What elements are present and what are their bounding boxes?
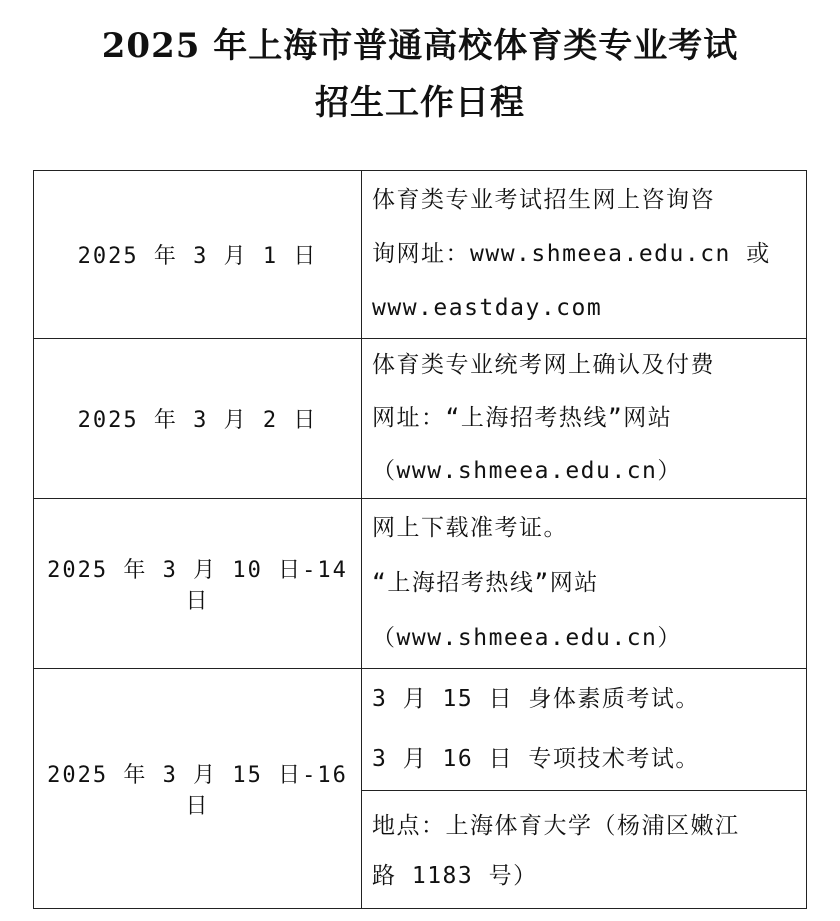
detail-line: 询网址：www.shmeea.edu.cn 或 (372, 241, 771, 267)
schedule-details (362, 669, 807, 791)
detail-line: 3 月 16 日 专项技术考试。 (372, 746, 700, 772)
schedule-row (34, 499, 807, 669)
schedule-row (34, 339, 807, 499)
schedule-row (34, 669, 807, 791)
schedule-date: 2025 年 3 月 15 日-16 日 (34, 669, 362, 909)
detail-line: www.eastday.com (372, 295, 603, 321)
schedule-row (34, 171, 807, 339)
location-line: 路 1183 号） (372, 863, 538, 889)
schedule-date: 2025 年 3 月 2 日 (34, 339, 362, 499)
schedule-location (362, 791, 807, 909)
detail-line: 网址：“上海招考热线”网站 (372, 405, 673, 431)
document-title-line-2: 招生工作日程 (315, 83, 525, 123)
schedule-table (33, 170, 807, 909)
detail-line: 体育类专业统考网上确认及付费 (372, 352, 715, 378)
schedule-details (362, 171, 807, 339)
detail-line: （www.shmeea.edu.cn） (372, 458, 682, 484)
schedule-details (362, 499, 807, 669)
location-line: 地点：上海体育大学（杨浦区嫩江 (372, 813, 740, 839)
schedule-details (362, 339, 807, 499)
detail-line: 网上下载准考证。 (372, 515, 568, 541)
detail-line: 3 月 15 日 身体素质考试。 (372, 686, 700, 712)
schedule-date: 2025 年 3 月 10 日-14 日 (34, 499, 362, 669)
document-title-line-1: 2025 年上海市普通高校体育类专业考试 (101, 26, 739, 66)
schedule-date: 2025 年 3 月 1 日 (34, 171, 362, 339)
detail-line: 体育类专业考试招生网上咨询咨 (372, 187, 715, 213)
detail-line: （www.shmeea.edu.cn） (372, 625, 682, 651)
detail-line: “上海招考热线”网站 (372, 570, 599, 596)
